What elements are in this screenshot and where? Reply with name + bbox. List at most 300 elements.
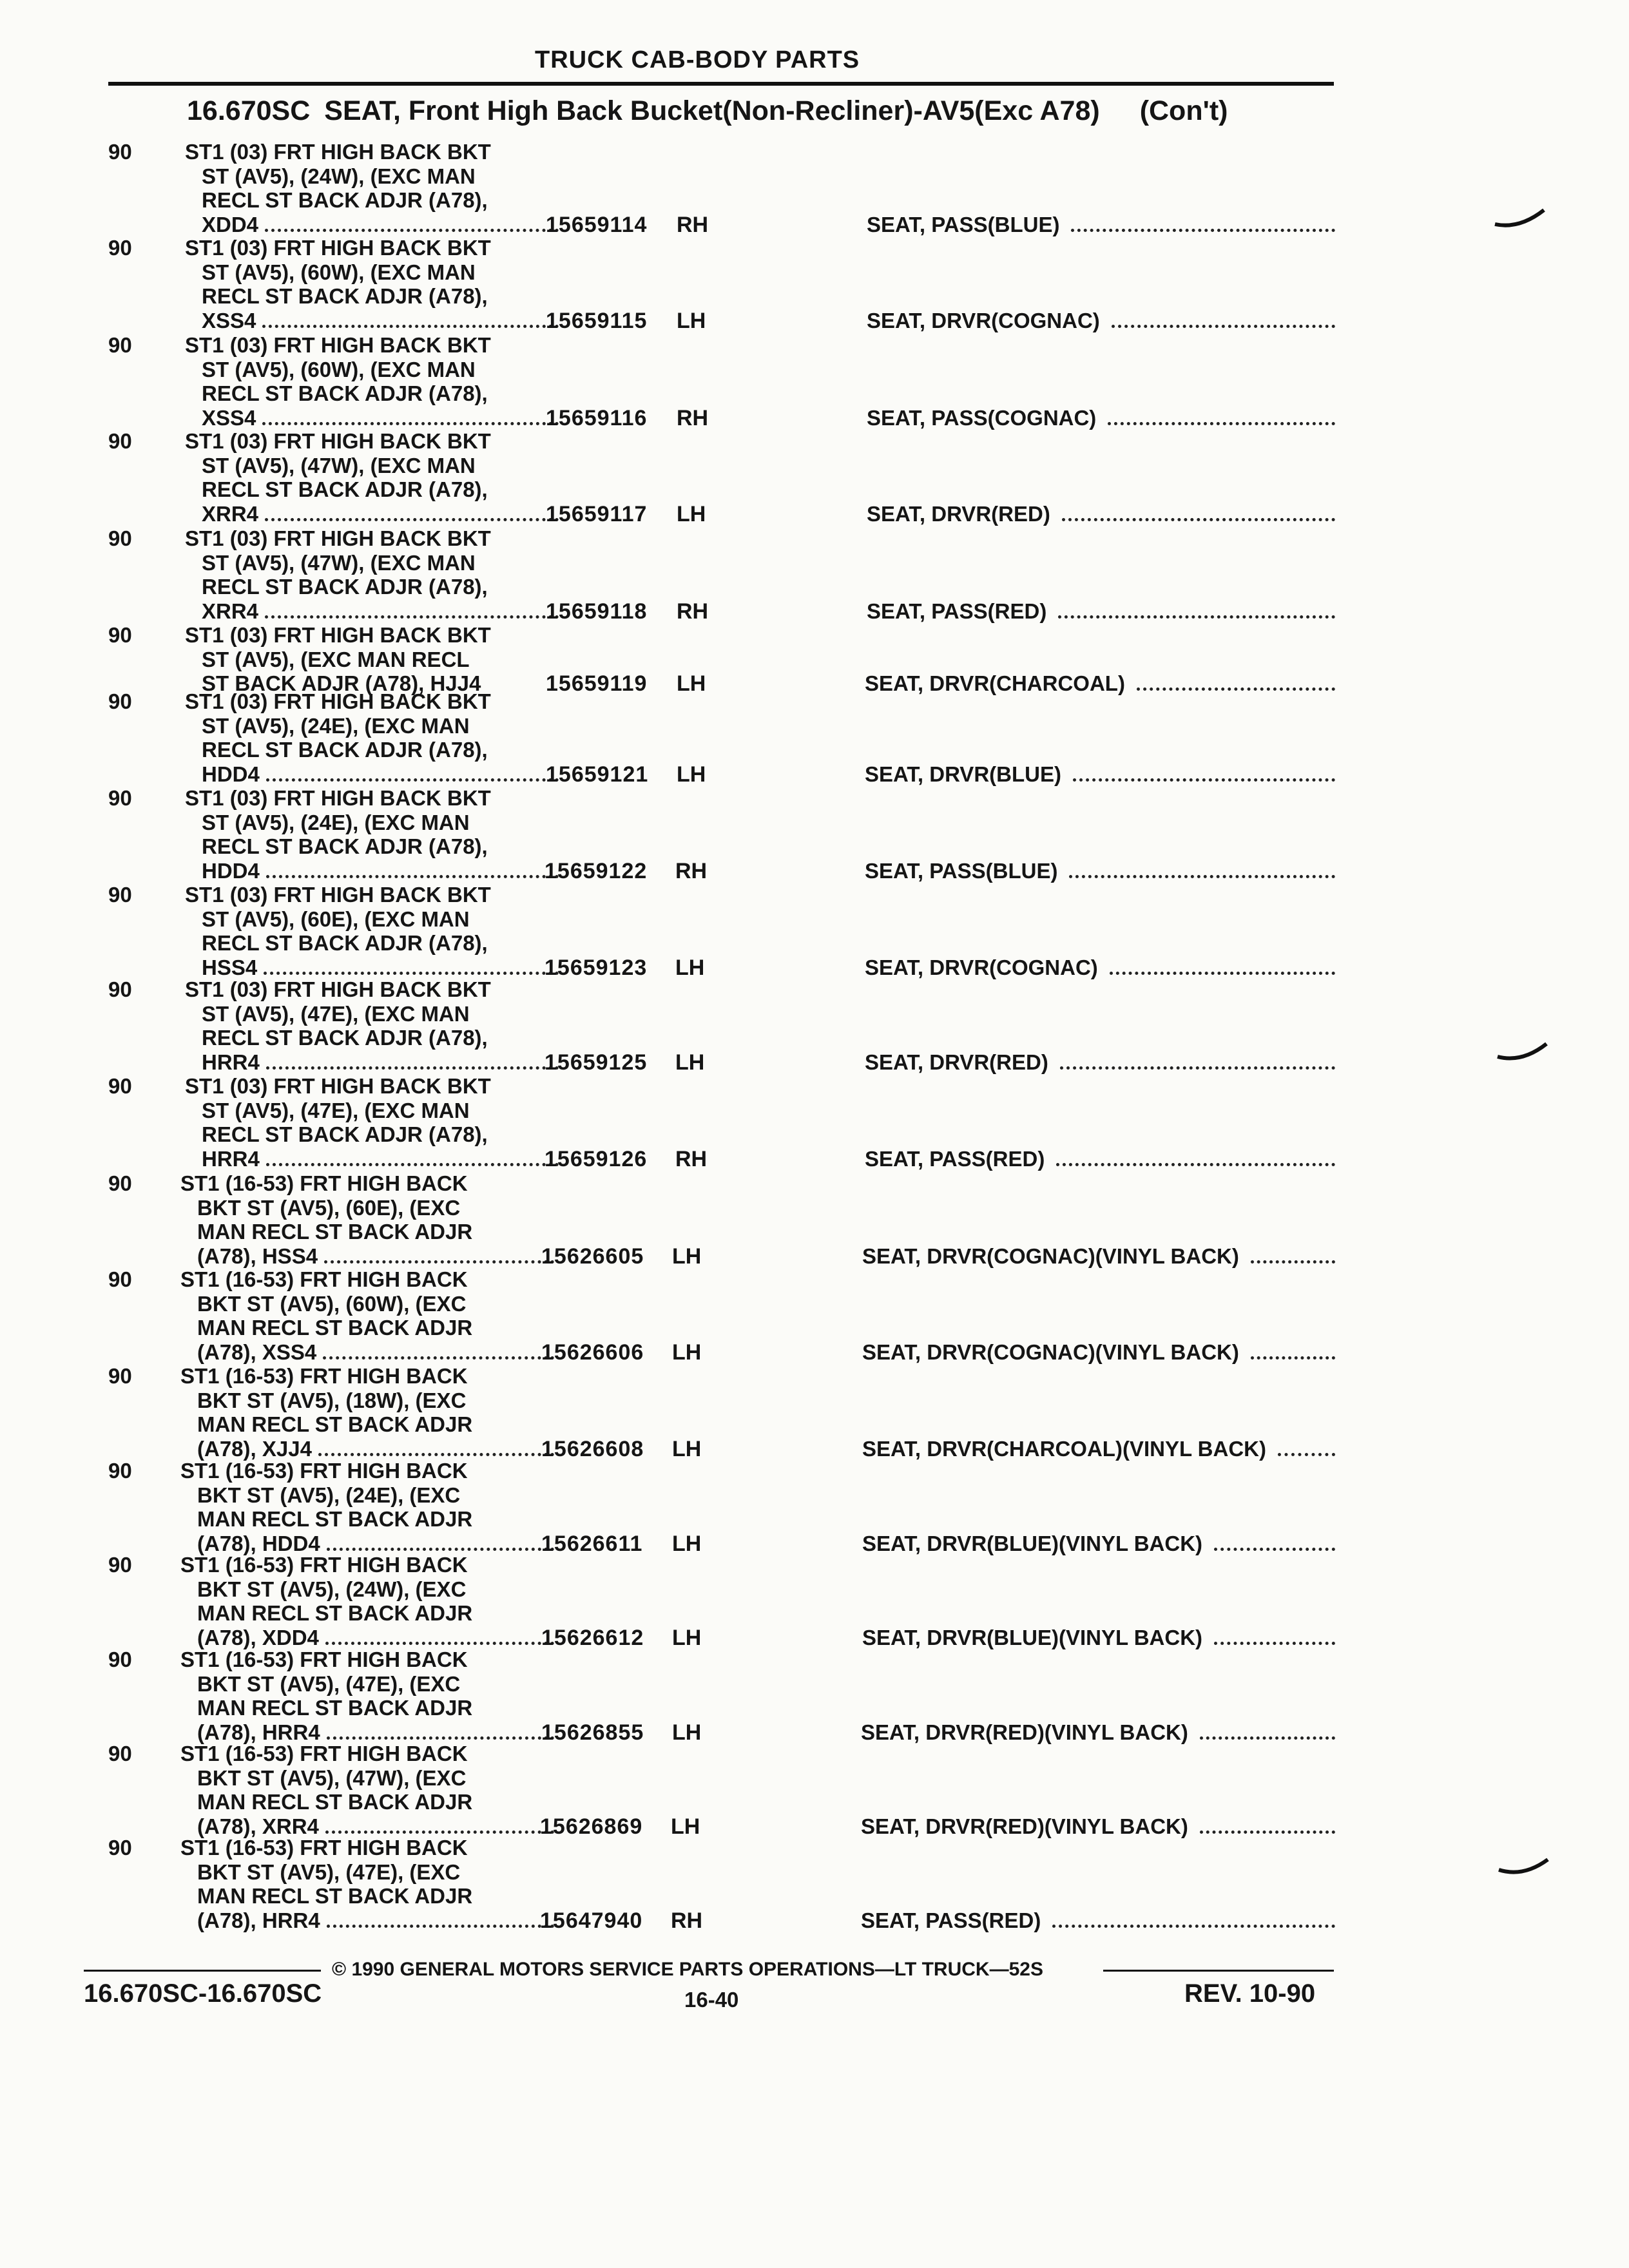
description-line (185, 502, 563, 526)
description-text: ST1 (03) FRT HIGH BACK BKT (185, 333, 491, 357)
description-text: ST (AV5), (60W), (EXC MAN (202, 260, 476, 284)
description-text: BKT ST (AV5), (60W), (EXC (197, 1291, 467, 1316)
part-name (867, 599, 1335, 624)
model-year: 90 (108, 1742, 132, 1765)
dot-leader (265, 518, 559, 521)
description-line (185, 454, 546, 478)
dot-leader (327, 1548, 554, 1551)
usage-description (185, 429, 546, 526)
usage-description (180, 1364, 541, 1461)
part-number: 15659123 (545, 955, 648, 980)
description-line (185, 599, 563, 624)
dot-leader (262, 422, 559, 425)
description-text: ST1 (03) FRT HIGH BACK BKT (185, 140, 491, 164)
side-indicator: RH (677, 405, 709, 430)
description-text: ST1 (03) FRT HIGH BACK BKT (185, 977, 491, 1001)
description-line (180, 1766, 541, 1791)
description-text: BKT ST (AV5), (18W), (EXC (197, 1388, 467, 1412)
part-name-text: SEAT, PASS(BLUE) (865, 858, 1058, 883)
description-text: HDD4 (202, 858, 260, 883)
description-line (180, 1884, 541, 1908)
description-text: ST1 (16-53) FRT HIGH BACK (180, 1267, 468, 1291)
description-text: RECL ST BACK ADJR (A78), (202, 284, 488, 308)
description-text: HSS4 (202, 955, 258, 979)
part-name (865, 671, 1335, 696)
description-line (180, 1553, 541, 1577)
description-text: (A78), HDD4 (197, 1531, 320, 1555)
footer-page-number: 16-40 (684, 1988, 739, 2012)
description-text: BKT ST (AV5), (47W), (EXC (197, 1765, 467, 1790)
model-year: 90 (108, 1171, 132, 1195)
dot-leader (266, 875, 559, 878)
usage-description (185, 526, 546, 623)
description-text: ST1 (03) FRT HIGH BACK BKT (185, 623, 491, 647)
description-text: RECL ST BACK ADJR (A78), (202, 1026, 488, 1050)
part-number: 15659114 (546, 212, 648, 237)
dot-leader (1137, 687, 1335, 691)
description-line (180, 1267, 541, 1292)
side-indicator: LH (677, 762, 706, 787)
part-name-text: SEAT, DRVR(CHARCOAL)(VINYL BACK) (862, 1436, 1266, 1461)
part-number: 15626612 (541, 1625, 644, 1650)
description-line (185, 575, 546, 599)
description-text: ST1 (03) FRT HIGH BACK BKT (185, 429, 491, 453)
description-line (185, 762, 563, 787)
description-line (185, 1026, 546, 1050)
part-name-text: SEAT, DRVR(RED)(VINYL BACK) (861, 1720, 1188, 1744)
description-line (185, 931, 546, 956)
part-name (865, 1050, 1335, 1075)
usage-description (180, 1742, 541, 1838)
binding-mark (1494, 206, 1545, 232)
description-text: XDD4 (202, 212, 259, 236)
dot-leader (324, 1260, 554, 1264)
description-text: ST1 (03) FRT HIGH BACK BKT (185, 689, 491, 713)
description-line (185, 526, 546, 551)
part-number: 15659117 (546, 501, 648, 526)
part-name-text: SEAT, DRVR(BLUE)(VINYL BACK) (862, 1625, 1203, 1649)
usage-description (185, 333, 546, 430)
part-name (867, 213, 1335, 237)
dot-leader (1060, 1066, 1335, 1070)
side-indicator: LH (672, 1531, 702, 1556)
description-line (185, 381, 546, 406)
part-name (865, 1147, 1335, 1171)
description-text: MAN RECL ST BACK ADJR (197, 1507, 473, 1531)
description-line (185, 1050, 563, 1075)
dot-leader (1200, 1736, 1335, 1740)
description-line (185, 309, 563, 333)
part-name-text: SEAT, DRVR(CHARCOAL) (865, 671, 1125, 695)
model-year: 90 (108, 236, 132, 260)
dot-leader (327, 1925, 554, 1928)
description-line (180, 1459, 541, 1483)
description-line (185, 648, 546, 672)
description-text: ST (AV5), (24E), (EXC MAN (202, 713, 470, 738)
part-name-text: SEAT, DRVR(RED)(VINYL BACK) (861, 1814, 1188, 1838)
description-line (180, 1742, 541, 1766)
dot-leader (1251, 1260, 1335, 1264)
dot-leader (1214, 1548, 1335, 1551)
description-text: ST (AV5), (60E), (EXC MAN (202, 907, 470, 931)
description-line (180, 1626, 558, 1650)
part-name-text: SEAT, PASS(RED) (865, 1146, 1045, 1171)
side-indicator: LH (675, 1050, 705, 1075)
part-name-text: SEAT, DRVR(BLUE)(VINYL BACK) (862, 1531, 1203, 1555)
description-text: ST1 (16-53) FRT HIGH BACK (180, 1364, 468, 1388)
description-line (180, 1790, 541, 1814)
side-indicator: LH (672, 1625, 702, 1650)
description-text: RECL ST BACK ADJR (A78), (202, 477, 488, 501)
description-text: HRR4 (202, 1050, 260, 1074)
description-line (185, 1099, 546, 1123)
description-line (180, 1814, 558, 1839)
usage-description (180, 1171, 541, 1268)
description-text: BKT ST (AV5), (60E), (EXC (197, 1195, 461, 1220)
description-text: ST (AV5), (24E), (EXC MAN (202, 810, 470, 834)
dot-leader (1058, 615, 1335, 619)
part-name-text: SEAT, DRVR(COGNAC) (867, 308, 1100, 332)
description-text: (A78), HRR4 (197, 1908, 320, 1932)
dot-leader (1112, 325, 1335, 328)
description-text: ST1 (16-53) FRT HIGH BACK (180, 1171, 468, 1195)
dot-leader (1214, 1642, 1335, 1645)
part-number: 15659115 (546, 308, 648, 333)
description-line (185, 429, 546, 454)
usage-description (185, 1074, 546, 1171)
model-year: 90 (108, 1074, 132, 1098)
description-line (180, 1601, 541, 1626)
model-year: 90 (108, 883, 132, 907)
description-text: HDD4 (202, 762, 260, 786)
description-line (185, 406, 563, 430)
footer-section-range: 16.670SC-16.670SC (84, 1979, 322, 2008)
description-text: ST (AV5), (47E), (EXC MAN (202, 1098, 470, 1122)
usage-description (185, 883, 546, 979)
usage-description (185, 623, 546, 696)
side-indicator: RH (671, 1908, 703, 1933)
section-title (187, 95, 1228, 127)
dot-leader (262, 325, 559, 328)
part-name (867, 502, 1335, 526)
binding-mark (1496, 1040, 1548, 1066)
usage-description (180, 1267, 541, 1364)
dot-leader (266, 1066, 559, 1070)
description-text: ST (AV5), (47E), (EXC MAN (202, 1001, 470, 1026)
model-year: 90 (108, 1648, 132, 1671)
side-indicator: LH (677, 501, 706, 526)
description-text: ST1 (03) FRT HIGH BACK BKT (185, 526, 491, 550)
description-line (180, 1196, 541, 1220)
section-number: 16.670SC (187, 95, 311, 126)
description-text: (A78), HSS4 (197, 1244, 318, 1268)
side-indicator: LH (672, 1340, 702, 1365)
description-text: ST1 (03) FRT HIGH BACK BKT (185, 786, 491, 810)
description-line (180, 1316, 541, 1340)
description-text: ST (AV5), (47W), (EXC MAN (202, 453, 476, 477)
part-number: 15626606 (541, 1340, 644, 1365)
description-line (180, 1532, 558, 1556)
description-line (185, 164, 546, 189)
description-text: RECL ST BACK ADJR (A78), (202, 575, 488, 599)
dot-leader (1108, 422, 1335, 425)
usage-description (185, 977, 546, 1074)
continued-label: (Con't) (1139, 95, 1228, 126)
description-text: ST (AV5), (47W), (EXC MAN (202, 550, 476, 575)
dot-leader (318, 1453, 554, 1456)
part-name-text: SEAT, PASS(RED) (867, 599, 1047, 623)
description-text: MAN RECL ST BACK ADJR (197, 1696, 473, 1720)
description-line (185, 956, 563, 980)
dot-leader (1071, 229, 1335, 232)
description-line (180, 1483, 541, 1508)
part-name (862, 1437, 1335, 1461)
part-name-text: SEAT, DRVR(COGNAC)(VINYL BACK) (862, 1244, 1239, 1268)
dot-leader (1069, 875, 1335, 878)
part-number: 15659126 (545, 1146, 648, 1171)
part-number: 15626605 (541, 1244, 644, 1269)
description-text: ST1 (03) FRT HIGH BACK BKT (185, 1074, 491, 1098)
description-text: MAN RECL ST BACK ADJR (197, 1884, 473, 1908)
dot-leader (323, 1356, 554, 1360)
part-number: 15659122 (545, 858, 648, 883)
description-text: XSS4 (202, 308, 256, 332)
footer-rule-left (84, 1970, 321, 1972)
part-number: 15659118 (546, 599, 648, 624)
description-text: (A78), XJJ4 (197, 1436, 312, 1461)
description-line (185, 977, 546, 1002)
dot-leader (1062, 518, 1335, 521)
description-text: (A78), XDD4 (197, 1625, 319, 1649)
description-text: ST1 (16-53) FRT HIGH BACK (180, 1553, 468, 1577)
footer-copyright: © 1990 GENERAL MOTORS SERVICE PARTS OPERATIONS—LT TRUCK—52S (332, 1959, 1043, 1980)
dot-leader (1278, 1453, 1335, 1456)
model-year: 90 (108, 429, 132, 453)
description-text: ST1 (16-53) FRT HIGH BACK (180, 1836, 468, 1860)
description-line (185, 907, 546, 932)
model-year: 90 (108, 140, 132, 164)
part-name (861, 1814, 1335, 1839)
side-indicator: RH (677, 599, 709, 624)
side-indicator: LH (672, 1720, 702, 1745)
model-year: 90 (108, 786, 132, 810)
description-text: RECL ST BACK ADJR (A78), (202, 738, 488, 762)
description-line (185, 834, 546, 859)
part-name (862, 1532, 1335, 1556)
description-line (185, 477, 546, 502)
description-line (185, 1147, 563, 1171)
header-rule (108, 82, 1334, 86)
description-line (180, 1244, 558, 1269)
usage-description (180, 1553, 541, 1649)
dot-leader (327, 1736, 554, 1740)
part-number: 15659119 (546, 671, 648, 696)
description-text: MAN RECL ST BACK ADJR (197, 1790, 473, 1814)
description-text: ST (AV5), (60W), (EXC MAN (202, 357, 476, 381)
description-line (180, 1171, 541, 1196)
part-name (865, 762, 1335, 787)
part-name (862, 1626, 1335, 1650)
description-text: MAN RECL ST BACK ADJR (197, 1316, 473, 1340)
dot-leader (1110, 972, 1335, 975)
usage-description (185, 786, 546, 883)
part-number: 15626611 (541, 1531, 643, 1556)
description-text: (A78), XRR4 (197, 1814, 319, 1838)
description-text: XSS4 (202, 405, 256, 430)
description-text: BKT ST (AV5), (47E), (EXC (197, 1671, 461, 1696)
description-line (185, 236, 546, 260)
model-year: 90 (108, 1364, 132, 1388)
description-text: XRR4 (202, 501, 259, 526)
description-line (185, 333, 546, 358)
model-year: 90 (108, 977, 132, 1001)
description-text: MAN RECL ST BACK ADJR (197, 1412, 473, 1436)
model-year: 90 (108, 333, 132, 357)
description-text: BKT ST (AV5), (24E), (EXC (197, 1483, 461, 1507)
description-text: ST1 (03) FRT HIGH BACK BKT (185, 883, 491, 907)
dot-leader (265, 615, 559, 619)
model-year: 90 (108, 1267, 132, 1291)
part-number: 15659121 (546, 762, 649, 787)
dot-leader (266, 778, 559, 782)
part-number: 15626608 (541, 1436, 644, 1461)
description-line (180, 1648, 541, 1672)
description-line (185, 358, 546, 382)
description-line (185, 551, 546, 575)
usage-description (185, 689, 546, 786)
description-line (185, 284, 546, 309)
description-text: ST (AV5), (24W), (EXC MAN (202, 164, 476, 188)
description-text: ST1 (16-53) FRT HIGH BACK (180, 1459, 468, 1483)
part-name-text: SEAT, PASS(BLUE) (867, 212, 1060, 236)
description-text: ST BACK ADJR (A78), HJJ4 (202, 671, 481, 695)
description-line (185, 140, 546, 164)
side-indicator: LH (671, 1814, 700, 1839)
part-name-text: SEAT, DRVR(RED) (867, 501, 1050, 526)
part-name (867, 309, 1335, 333)
model-year: 90 (108, 1553, 132, 1577)
part-name (861, 1908, 1335, 1933)
footer-revision: REV. 10-90 (1184, 1979, 1316, 2008)
description-text: MAN RECL ST BACK ADJR (197, 1601, 473, 1625)
description-line (185, 689, 546, 714)
part-name (865, 956, 1335, 980)
description-line (185, 1074, 546, 1099)
description-line (180, 1836, 541, 1860)
description-text: RECL ST BACK ADJR (A78), (202, 834, 488, 858)
description-text: RECL ST BACK ADJR (A78), (202, 381, 488, 405)
description-line (180, 1412, 541, 1437)
description-text: MAN RECL ST BACK ADJR (197, 1220, 473, 1244)
side-indicator: LH (672, 1436, 702, 1461)
part-name-text: SEAT, DRVR(COGNAC)(VINYL BACK) (862, 1340, 1239, 1364)
description-text: (A78), XSS4 (197, 1340, 317, 1364)
part-name-text: SEAT, PASS(COGNAC) (867, 405, 1097, 430)
model-year: 90 (108, 689, 132, 713)
side-indicator: RH (675, 858, 708, 883)
description-line (185, 1002, 546, 1026)
description-line (180, 1672, 541, 1696)
dot-leader (325, 1642, 554, 1645)
description-line (180, 1507, 541, 1532)
part-name-text: SEAT, DRVR(BLUE) (865, 762, 1061, 786)
dot-leader (1073, 778, 1335, 782)
description-line (180, 1720, 558, 1745)
usage-description (180, 1648, 541, 1744)
dot-leader (265, 229, 559, 232)
part-number: 15659116 (546, 405, 648, 430)
model-year: 90 (108, 526, 132, 550)
description-line (180, 1860, 541, 1885)
description-line (180, 1577, 541, 1602)
model-year: 90 (108, 623, 132, 647)
usage-description (180, 1836, 541, 1932)
description-line (185, 623, 546, 648)
description-text: ST (AV5), (EXC MAN RECL (202, 647, 470, 671)
part-name (865, 859, 1335, 883)
dot-leader (1251, 1356, 1335, 1360)
page-header-title: TRUCK CAB-BODY PARTS (535, 46, 860, 73)
binding-mark (1498, 1856, 1549, 1881)
part-name (862, 1244, 1335, 1269)
part-name-text: SEAT, PASS(RED) (861, 1908, 1041, 1932)
part-name (862, 1340, 1335, 1365)
part-number: 15659125 (545, 1050, 648, 1075)
description-line (180, 1389, 541, 1413)
description-line (180, 1908, 558, 1933)
side-indicator: LH (677, 308, 706, 333)
description-line (185, 213, 563, 237)
description-line (180, 1292, 541, 1316)
description-line (185, 188, 546, 213)
description-line (180, 1696, 541, 1720)
description-line (185, 260, 546, 285)
part-name (861, 1720, 1335, 1745)
description-line (185, 811, 546, 835)
dot-leader (264, 972, 559, 975)
description-text: ST1 (16-53) FRT HIGH BACK (180, 1648, 468, 1671)
description-text: RECL ST BACK ADJR (A78), (202, 188, 488, 212)
description-line (185, 738, 546, 762)
description-line (180, 1364, 541, 1389)
part-name (867, 406, 1335, 430)
dot-leader (1200, 1831, 1335, 1834)
description-text: (A78), HRR4 (197, 1720, 320, 1744)
dot-leader (325, 1831, 554, 1834)
description-text: ST1 (16-53) FRT HIGH BACK (180, 1742, 468, 1765)
model-year: 90 (108, 1836, 132, 1860)
part-number: 15626869 (540, 1814, 643, 1839)
side-indicator: LH (677, 671, 706, 696)
description-text: XRR4 (202, 599, 259, 623)
usage-description (185, 236, 546, 332)
description-line (180, 1340, 558, 1365)
description-text: RECL ST BACK ADJR (A78), (202, 931, 488, 955)
part-name-text: SEAT, DRVR(COGNAC) (865, 955, 1098, 979)
description-text: HRR4 (202, 1146, 260, 1171)
part-number: 15626855 (541, 1720, 644, 1745)
side-indicator: RH (675, 1146, 708, 1171)
description-line (180, 1220, 541, 1244)
description-line (185, 859, 563, 883)
model-year: 90 (108, 1459, 132, 1483)
description-line (185, 786, 546, 811)
description-line (185, 883, 546, 907)
description-text: BKT ST (AV5), (24W), (EXC (197, 1577, 467, 1601)
section-name: SEAT, Front High Back Bucket(Non-Recliner)-AV5(Exc A78) (324, 95, 1100, 126)
description-text: BKT ST (AV5), (47E), (EXC (197, 1860, 461, 1884)
description-text: ST1 (03) FRT HIGH BACK BKT (185, 236, 491, 260)
